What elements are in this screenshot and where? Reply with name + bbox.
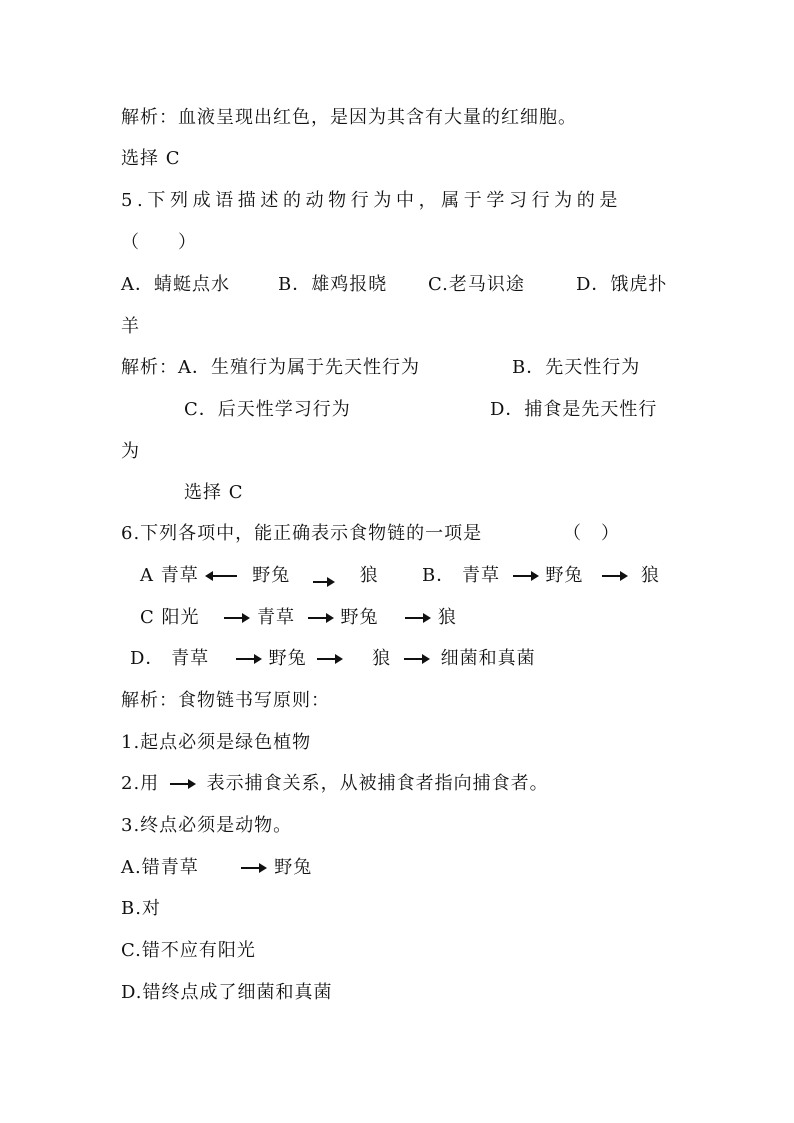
q6-stem: 6.下列各项中，能正确表示食物链的一项是 [121, 523, 483, 544]
chain-node: 阳光 [161, 607, 200, 628]
q6-analysis-title: 解析：食物链书写原则： [121, 690, 330, 711]
q5-answer-paren: （ ） [121, 232, 197, 253]
q5-analysis-a: 解析：A．生殖行为属于先天性行为 [121, 357, 420, 378]
chain-node: 青草 [461, 565, 500, 586]
q6-option-d [130, 647, 536, 671]
q5-option-c: C.老马识途 [428, 274, 525, 295]
q6-answer-d: D.错终点成了细菌和真菌 [121, 982, 333, 1003]
q5-option-d-cont: 羊 [121, 316, 140, 337]
q5-stem: 5.下列成语描述的动物行为中，属于学习行为的是 [121, 190, 622, 211]
q6-answer-c: C.错不应有阳光 [121, 940, 256, 961]
q5-option-d: D．饿虎扑 [576, 274, 668, 295]
chain-node: 野兔 [340, 607, 379, 628]
prev-analysis: 解析：血液呈现出红色，是因为其含有大量的红细胞。 [121, 107, 577, 128]
q5-option-b: B．雄鸡报晓 [278, 274, 388, 295]
arrow-right-icon [170, 779, 196, 789]
q5-option-a: A．蜻蜓点水 [121, 274, 230, 295]
chain-node: 狼 [437, 607, 457, 628]
answer-a-text: A.错青草 [121, 857, 199, 878]
q6-answer-b: B.对 [121, 898, 161, 919]
option-label: B． [422, 565, 456, 586]
arrow-right-icon [313, 577, 335, 587]
q6-option-c [140, 606, 457, 630]
chain-node: 野兔 [545, 565, 584, 586]
rule-2-text: 表示捕食关系，从被捕食者指向捕食者。 [206, 773, 549, 794]
chain-node: 青草 [171, 648, 210, 669]
chain-node: 野兔 [268, 648, 307, 669]
q6-rule-3: 3.终点必须是动物。 [121, 815, 293, 836]
chain-node: 青草 [256, 607, 295, 628]
rule-2-prefix: 2.用 [121, 773, 160, 794]
q5-analysis-d: D．捕食是先天性行 [490, 399, 658, 420]
chain-node: 野兔 [252, 565, 291, 586]
arrow-right-icon [224, 613, 250, 623]
prev-answer: 选择 C [121, 148, 181, 169]
arrow-right-icon [513, 571, 539, 581]
arrow-right-icon [317, 654, 343, 664]
arrow-right-icon [308, 613, 334, 623]
answer-a-target: 野兔 [274, 857, 313, 878]
arrow-right-icon [602, 571, 628, 581]
arrow-right-icon [405, 613, 431, 623]
arrow-right-icon [241, 863, 267, 873]
q6-rule-1: 1.起点必须是绿色植物 [121, 732, 312, 753]
chain-node: 青草 [160, 565, 199, 586]
q5-analysis-b: B．先天性行为 [512, 357, 641, 378]
chain-node: 狼 [640, 565, 660, 586]
arrow-right-icon [236, 654, 262, 664]
arrow-right-icon [404, 654, 430, 664]
q5-analysis-c: C．后天性学习行为 [184, 399, 351, 420]
q6-answer-a [121, 856, 312, 880]
q5-analysis-d-cont: 为 [121, 441, 140, 462]
option-label: D． [130, 648, 165, 669]
option-label: A [140, 565, 154, 586]
chain-node: 狼 [372, 648, 392, 669]
arrow-left-icon [205, 571, 237, 581]
q5-answer: 选择 C [184, 482, 244, 503]
chain-node: 细菌和真菌 [440, 648, 536, 669]
q6-rule-2 [121, 772, 549, 796]
option-label: C [140, 607, 155, 628]
q6-answer-paren: （ ） [563, 523, 620, 544]
chain-node: 狼 [359, 565, 379, 586]
q6-option-a [140, 564, 379, 588]
q6-option-b [422, 564, 660, 588]
